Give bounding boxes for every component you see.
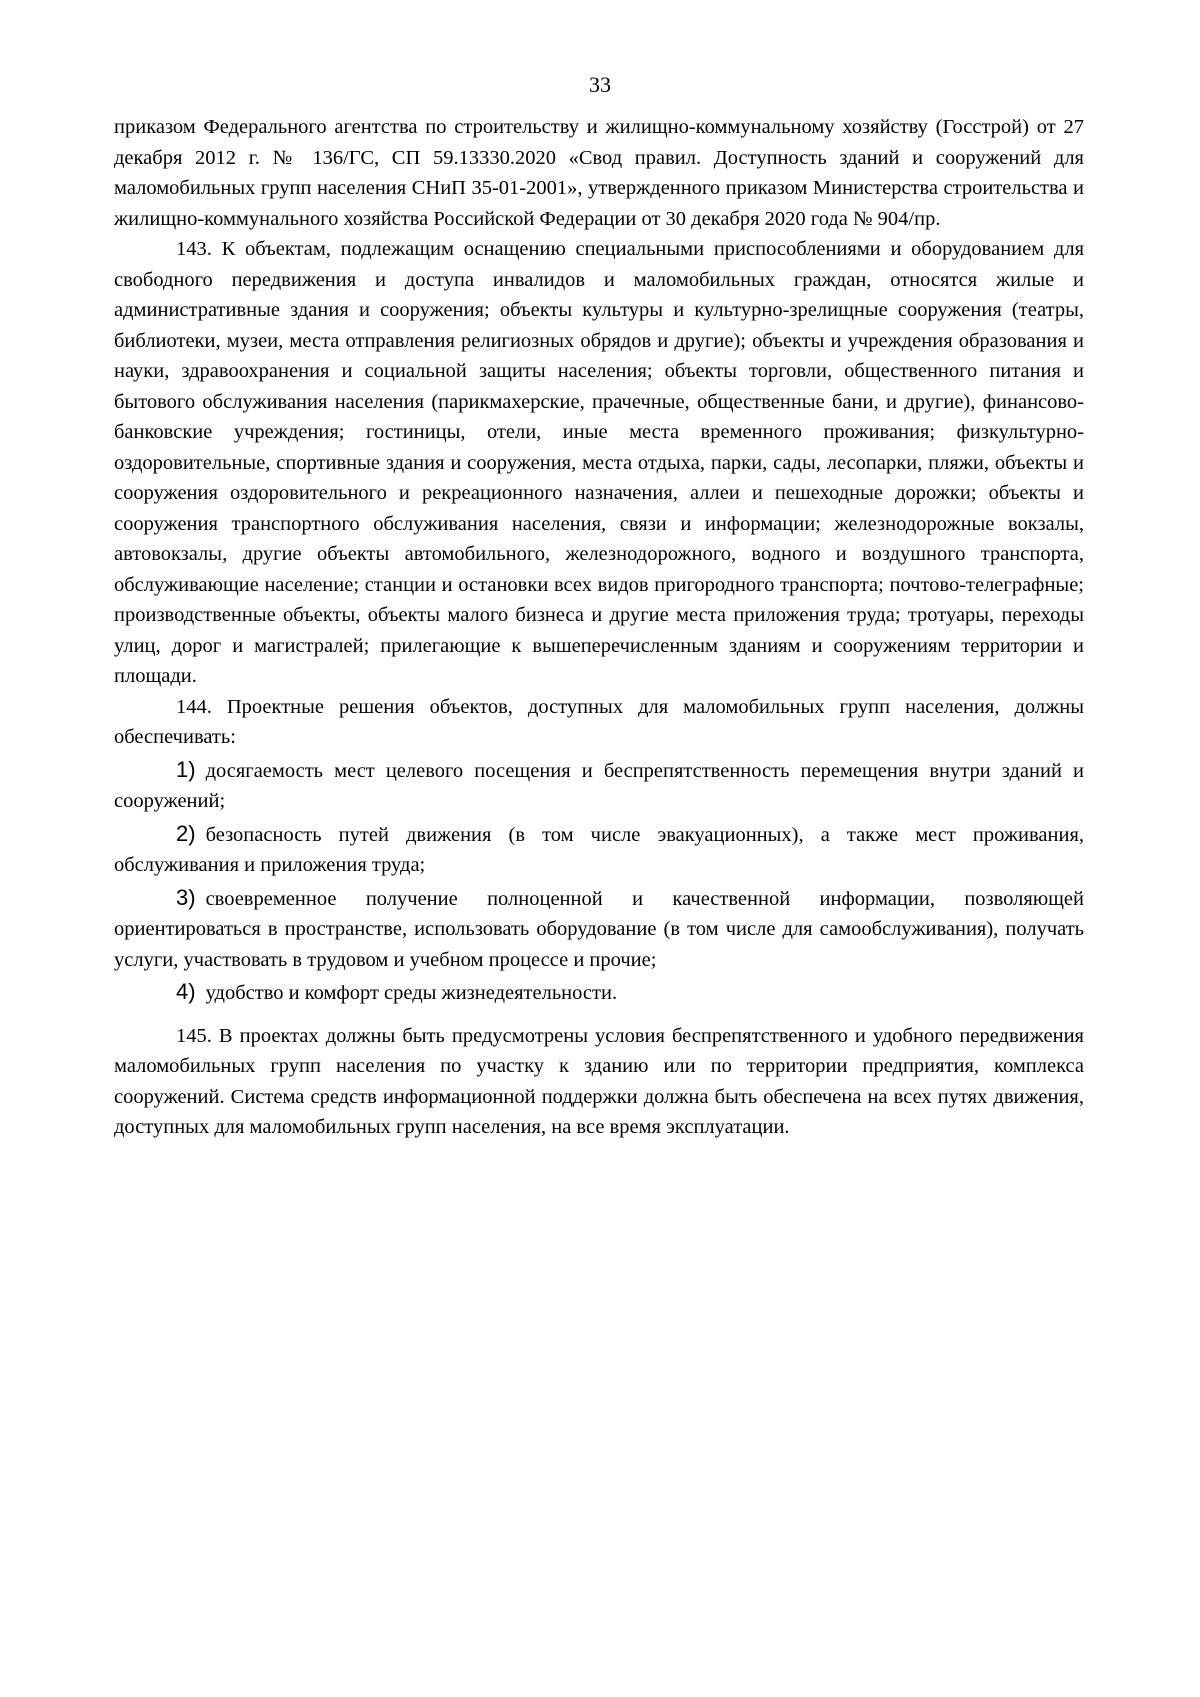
document-body	[114, 112, 1084, 1143]
paragraph-143: 143. К объектам, подлежащим оснащению специальными приспособлениями и оборудованием для свободного передвижения и доступа инвалидов и маломобильных граждан, относятся жилые и административные здания и сооружения; объекты культуры и культурно-зрелищные сооружения (театры, библиотеки, музеи, места отправления религиозных обрядов и другие); объекты и учреждения образования и науки, здравоохранения и социальной защиты населения; объекты торговли, общественного питания и бытового обслуживания населения (парикмахерские, прачечные, общественные бани, и другие), финансово-банковские учреждения; гостиницы, отели, иные места временного проживания; физкультурно-оздоровительные, спортивные здания и сооружения, места отдыха, парки, сады, лесопарки, пляжи, объекты и сооружения оздоровительного и рекреационного назначения, аллеи и пешеходные дорожки; объекты и сооружения транспортного обслуживания населения, связи и информации; железнодорожные вокзалы, автовокзалы, другие объекты автомобильного, железнодорожного, водного и воздушного транспорта, обслуживающие население; станции и остановки всех видов пригородного транспорта; почтово-телеграфные; производственные объекты, объекты малого бизнеса и другие места приложения труда; тротуары, переходы улиц, дорог и магистралей; прилегающие к вышеперечисленным зданиям и сооружениям территории и площади.	[114, 238, 1084, 687]
paragraph-intro: приказом Федерального агентства по строительству и жилищно-коммунальному хозяйству (Госстрой) от 27 декабря 2012 г. № 136/ГС, СП 59.13330.2020 «Свод правил. Доступность зданий и сооружений для маломобильных групп населения СНиП 35-01-2001», утвержденного приказом Министерства строительства и жилищно-коммунального хозяйства Российской Федерации от 30 декабря 2020 года № 904/пр.	[114, 116, 1084, 230]
list-item-4	[114, 977, 1084, 1009]
list-item-text: досягаемость мест целевого посещения и беспрепятственность перемещения внутри зданий и сооружений;	[114, 759, 1084, 812]
list-item-text: своевременное получение полноценной и качественной информации, позволяющей ориентироваться в пространстве, использовать оборудование (в том числе для самообслуживания), получать услуги, участвовать в трудовом и учебном процессе и прочие;	[114, 887, 1084, 971]
list-item-3	[114, 883, 1084, 976]
list-item-number: 1)	[176, 756, 196, 782]
list-item-number: 2)	[176, 820, 196, 846]
list-item-1	[114, 755, 1084, 817]
list-item-number: 4)	[176, 979, 196, 1004]
list-item-text: безопасность путей движения (в том числе эвакуационных), а также мест проживания, обслуживания и приложения труда;	[114, 823, 1084, 876]
paragraph-145: 145. В проектах должны быть предусмотрены условия беспрепятственного и удобного передвижения маломобильных групп населения по участку к зданию или по территории предприятия, комплекса сооружений. Система средств информационной поддержки должна быть обеспечена на всех путях движения, доступных для маломобильных групп населения, на все время эксплуатации.	[114, 1024, 1084, 1138]
page-number: 33	[589, 72, 611, 97]
list-item-text: удобство и комфорт среды жизнедеятельности.	[205, 982, 618, 1004]
list-item-2	[114, 819, 1084, 881]
list-item-number: 3)	[176, 884, 196, 910]
paragraph-144: 144. Проектные решения объектов, доступных для маломобильных групп населения, должны обеспечивать:	[114, 695, 1084, 748]
